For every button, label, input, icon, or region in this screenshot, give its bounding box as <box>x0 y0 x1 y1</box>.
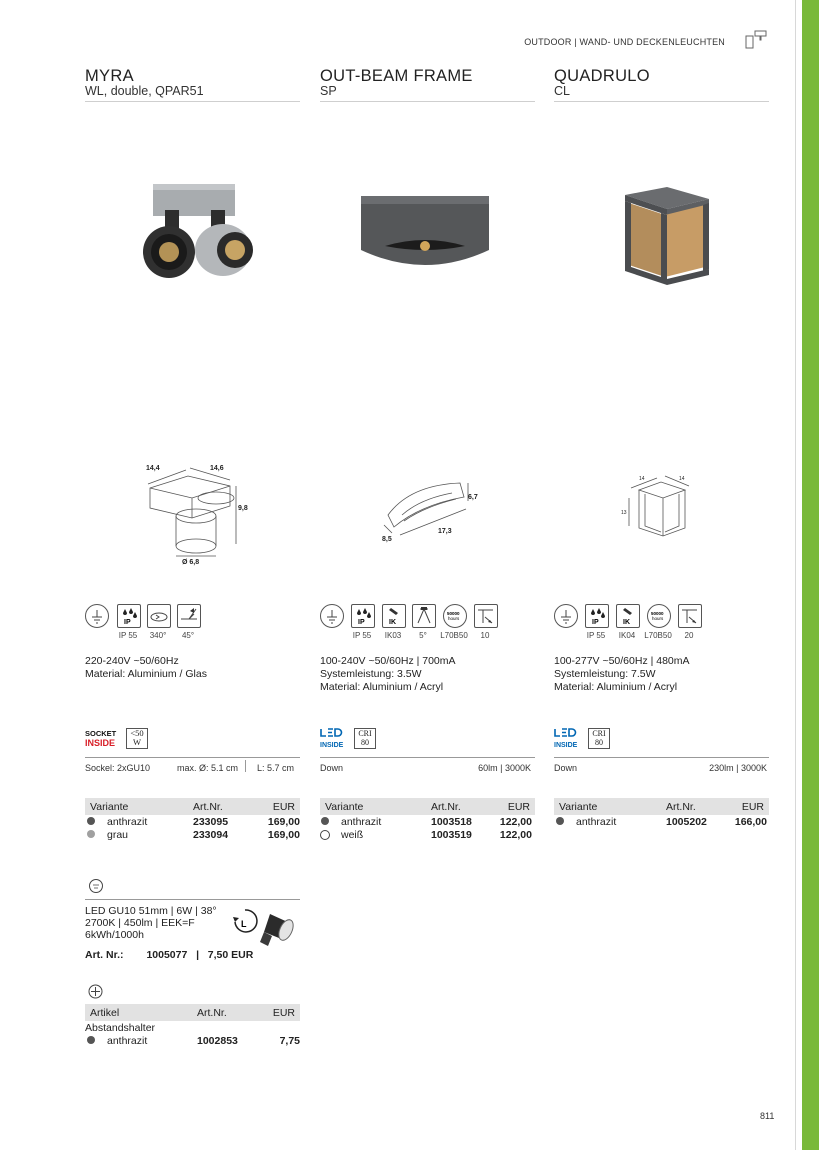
dim-label: 6,7 <box>468 494 478 501</box>
beam-angle-icon <box>412 604 436 628</box>
cri-box <box>588 728 610 749</box>
spec-line: 100-277V ~50/60Hz | 480mA <box>554 655 690 667</box>
icon-label: IP 55 <box>118 631 138 640</box>
dimmable-icon <box>232 907 258 935</box>
quadrulo-feature-icons <box>554 604 769 640</box>
lamp-bulb-icon <box>88 878 104 894</box>
spec-line: 100-240V ~50/60Hz | 700mA <box>320 655 456 667</box>
col-header: Variante <box>325 801 364 813</box>
myra-socket-info <box>85 757 300 775</box>
icon-label: L70B50 <box>644 631 672 640</box>
ip-rating-icon <box>117 604 141 628</box>
col-header: Art.Nr. <box>666 801 696 813</box>
socket-label: Sockel: 2xGU10 <box>85 763 151 773</box>
color-dot <box>87 1036 95 1044</box>
table-row <box>85 1021 300 1034</box>
dim-label: 9,8 <box>238 505 248 512</box>
out-beam-light-info <box>320 757 535 775</box>
col-header: EUR <box>507 801 530 813</box>
socket-inside-logo <box>85 728 119 748</box>
cri-label: CRI <box>358 729 372 738</box>
dim-label: 13 <box>621 510 627 516</box>
variant-art: 1003519 <box>431 829 472 841</box>
table-row <box>320 828 535 841</box>
variant-price: 169,00 <box>267 829 300 841</box>
icon-label: 5° <box>419 631 427 640</box>
color-dot <box>87 817 95 825</box>
product-title: MYRA <box>85 67 134 85</box>
variant-art: 233094 <box>193 829 229 841</box>
svg-text:hours: hours <box>652 616 664 621</box>
icon-label: IK03 <box>384 631 402 640</box>
table-header <box>554 798 769 815</box>
accessory-plus-icon <box>88 984 103 999</box>
variant-art: 1003518 <box>431 816 472 828</box>
col-header: Art.Nr. <box>431 801 461 813</box>
product-title: QUADRULO <box>554 67 650 85</box>
protection-class-icon <box>85 604 109 628</box>
ip-rating-icon <box>351 604 375 628</box>
dim-label: Ø 6,8 <box>182 559 200 566</box>
svg-text:L: L <box>241 919 247 929</box>
max-length: L: 5.7 cm <box>257 763 295 773</box>
quadrulo-product-photo <box>605 185 715 295</box>
led-inside-logo <box>320 728 346 750</box>
icon-label: IP 55 <box>352 631 372 640</box>
col-header: EUR <box>272 1007 295 1019</box>
variant-name: weiß <box>341 829 364 841</box>
product-subtitle: WL, double, QPAR51 <box>85 85 300 102</box>
spec-line: 220-240V ~50/60Hz <box>85 655 179 667</box>
dim-label: 8,5 <box>382 536 392 543</box>
lamp-line: 2700K | 450lm | EEK=F <box>85 917 195 929</box>
variant-art: 1005202 <box>666 816 707 828</box>
rotation-icon <box>147 604 171 628</box>
svg-text:SOCKET: SOCKET <box>85 729 117 738</box>
col-header: Variante <box>559 801 598 813</box>
table-row <box>554 815 769 828</box>
col-header: Art.Nr. <box>197 1007 227 1019</box>
product-quadrulo <box>554 68 769 102</box>
icon-label: 340° <box>149 631 167 640</box>
quadrulo-light-info <box>554 757 769 775</box>
light-direction: Down <box>320 763 344 773</box>
quadrulo-dimension-drawing <box>617 470 703 550</box>
svg-text:INSIDE: INSIDE <box>85 738 116 748</box>
lamp-line: 6kWh/1000h <box>85 929 144 941</box>
page-number: 811 <box>760 1111 775 1121</box>
ik-rating-icon <box>382 604 406 628</box>
lamp-specs <box>85 905 217 941</box>
icon-label: IK04 <box>618 631 636 640</box>
lamp-line: LED GU10 51mm | 6W | 38° <box>85 905 217 917</box>
svg-text:INSIDE: INSIDE <box>554 742 578 749</box>
myra-badges <box>85 728 144 753</box>
dim-label: 14,4 <box>146 465 160 472</box>
lamp-art-label: Art. Nr.: <box>85 949 124 961</box>
svg-text:IP: IP <box>358 619 365 626</box>
out-beam-specs <box>320 655 456 694</box>
product-subtitle: CL <box>554 85 769 102</box>
svg-text:IK: IK <box>389 619 396 626</box>
table-row <box>85 1034 300 1047</box>
table-row <box>320 815 535 828</box>
cri-value: 80 <box>595 738 603 747</box>
variant-price: 122,00 <box>499 829 532 841</box>
myra-variant-table <box>85 798 300 841</box>
lifetime-icon <box>647 604 671 628</box>
col-header: Artikel <box>90 1007 120 1019</box>
table-row <box>85 828 300 841</box>
lifetime-icon <box>443 604 467 628</box>
gu10-lamp-photo <box>258 910 298 950</box>
cri-value: 80 <box>361 738 369 747</box>
page-edge-line <box>795 0 796 1150</box>
myra-product-photo <box>135 180 265 280</box>
myra-dimension-drawing <box>138 458 258 566</box>
spec-line: Systemleistung: 3.5W <box>320 668 422 680</box>
variant-art: 233095 <box>193 816 229 828</box>
item-variant: anthrazit <box>107 1035 148 1047</box>
icon-label: IP 55 <box>586 631 606 640</box>
led-inside-logo <box>554 728 580 750</box>
product-myra <box>85 68 300 102</box>
page-category-header: OUTDOOR | WAND- UND DECKENLEUCHTEN <box>524 37 725 47</box>
light-output: 230lm | 3000K <box>709 763 767 773</box>
tilt-icon <box>177 604 201 628</box>
icon-label: L70B50 <box>440 631 468 640</box>
spec-line: Systemleistung: 7.5W <box>554 668 656 680</box>
product-subtitle: SP <box>320 85 535 102</box>
dim-label: 14 <box>679 476 685 482</box>
dim-label: 17,3 <box>438 528 452 535</box>
variant-price: 169,00 <box>267 816 300 828</box>
col-header: Art.Nr. <box>193 801 223 813</box>
spec-line: Material: Aluminium / Acryl <box>554 681 678 693</box>
spec-line: Material: Aluminium / Acryl <box>320 681 444 693</box>
cri-box <box>354 728 376 749</box>
col-header: EUR <box>272 801 295 813</box>
svg-text:hours: hours <box>448 616 460 621</box>
out-beam-frame-photo <box>355 190 495 270</box>
lamp-article <box>85 949 253 961</box>
wattage-box <box>126 728 148 749</box>
protection-class-icon <box>320 604 344 628</box>
svg-text:50000: 50000 <box>651 611 664 616</box>
svg-text:50000: 50000 <box>447 611 460 616</box>
color-dot <box>556 817 564 825</box>
distance-icon <box>474 604 498 628</box>
quadrulo-badges <box>554 728 606 755</box>
protection-class-icon <box>554 604 578 628</box>
table-header <box>85 798 300 815</box>
ip-rating-icon <box>585 604 609 628</box>
wall-ceiling-lamp-icon <box>745 30 767 50</box>
dim-label: 14,6 <box>210 465 224 472</box>
table-header <box>320 798 535 815</box>
quadrulo-specs <box>554 655 690 694</box>
color-dot <box>321 817 329 825</box>
distance-icon <box>678 604 702 628</box>
variant-name: anthrazit <box>341 816 382 828</box>
variant-name: grau <box>107 829 129 841</box>
wattage-unit: W <box>132 737 142 747</box>
color-dot <box>87 830 95 838</box>
ik-rating-icon <box>616 604 640 628</box>
icon-label: 20 <box>684 631 694 640</box>
out-beam-badges <box>320 728 372 755</box>
svg-text:IP: IP <box>592 619 599 626</box>
svg-text:INSIDE: INSIDE <box>320 742 344 749</box>
max-diameter: max. Ø: 5.1 cm <box>177 763 239 773</box>
out-beam-variant-table <box>320 798 535 841</box>
table-header <box>85 1004 300 1021</box>
wattage-value: <50 <box>130 728 144 738</box>
icon-label: 45° <box>181 631 195 640</box>
product-out-beam-frame <box>320 68 535 102</box>
col-header: EUR <box>741 801 764 813</box>
product-title: OUT-BEAM FRAME <box>320 67 473 85</box>
icon-label: 10 <box>480 631 490 640</box>
variant-price: 122,00 <box>499 816 532 828</box>
item-art: 1002853 <box>197 1035 238 1047</box>
cri-label: CRI <box>592 729 606 738</box>
myra-feature-icons <box>85 604 300 640</box>
lamp-art-value: 1005077 | 7,50 EUR <box>146 949 254 961</box>
svg-text:IP: IP <box>124 619 131 626</box>
variant-name: anthrazit <box>107 816 148 828</box>
color-dot <box>320 830 330 840</box>
item-name: Abstandshalter <box>85 1022 156 1034</box>
item-price: 7,75 <box>279 1035 300 1047</box>
dim-label: 14 <box>639 476 645 482</box>
quadrulo-variant-table <box>554 798 769 828</box>
col-header: Variante <box>90 801 129 813</box>
svg-text:IK: IK <box>623 619 630 626</box>
green-side-bar <box>802 0 819 1150</box>
table-row <box>85 815 300 828</box>
variant-price: 166,00 <box>734 816 767 828</box>
accessory-table <box>85 1004 300 1047</box>
out-beam-feature-icons <box>320 604 535 640</box>
light-output: 60lm | 3000K <box>478 763 531 773</box>
myra-specs <box>85 655 207 681</box>
variant-name: anthrazit <box>576 816 617 828</box>
spec-line: Material: Aluminium / Glas <box>85 668 207 680</box>
light-direction: Down <box>554 763 578 773</box>
out-beam-dimension-drawing <box>380 475 480 545</box>
